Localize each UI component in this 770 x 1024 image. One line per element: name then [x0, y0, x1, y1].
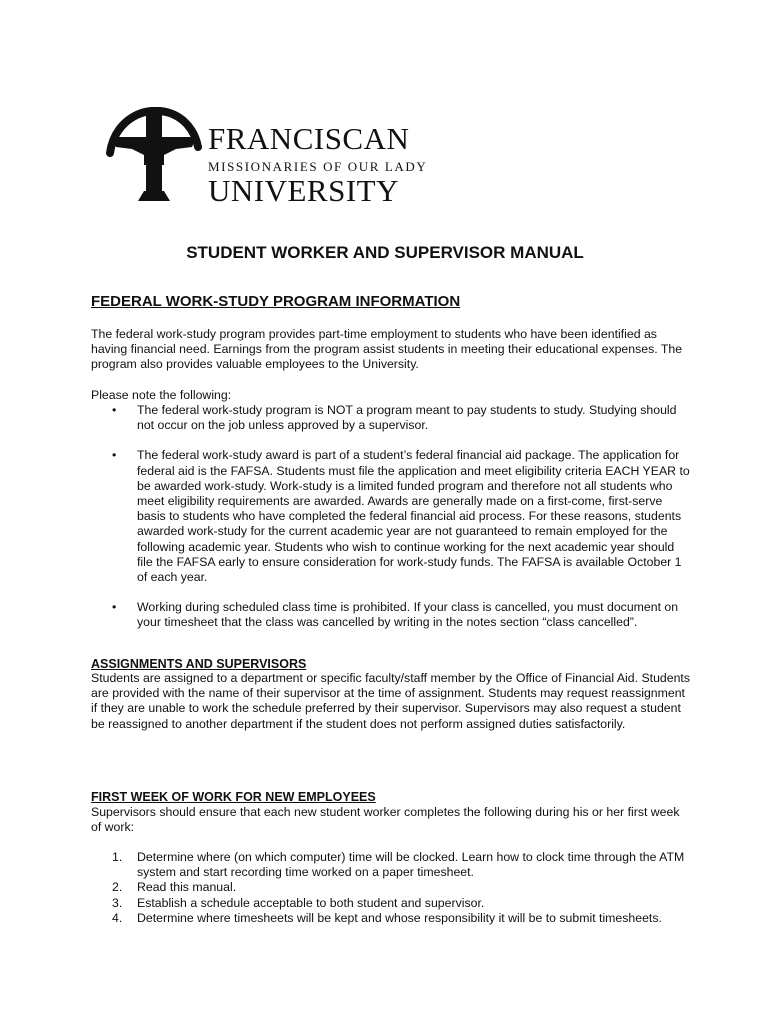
- bullet-icon: •: [112, 448, 117, 463]
- list-number: 1.: [112, 850, 123, 864]
- note-lead: Please note the following:: [91, 388, 232, 402]
- bullet-text: Working during scheduled class time is prohibited. If your class is cancelled, you must document on your timesheet that the class was cancelled by writing in the notes section “class cancelled”.: [137, 600, 679, 630]
- assignments-body: Students are assigned to a department or specific faculty/staff member by the Office of Financial Aid. Students are provided with the name of their supervisor at the time of assignment. Students may request reassignment if they are unable to work the schedule preferred by their supervisor. Supervisors may also request a student be reassigned to another department if the student does not perform assigned duties satisfactorily.: [91, 671, 690, 731]
- bullet-item: [91, 448, 691, 585]
- list-text: Establish a schedule acceptable to both student and supervisor.: [137, 895, 485, 910]
- university-logo: [106, 107, 428, 208]
- bullet-text: The federal work-study program is NOT a program meant to pay students to study. Studying should not occur on the job unless approved by a supervisor.: [137, 403, 677, 433]
- logo-name-line3: UNIVERSITY: [208, 173, 399, 208]
- first-week-numbered-list: [91, 850, 691, 926]
- list-number: 4.: [112, 910, 123, 925]
- first-week-body: Supervisors should ensure that each new student worker completes the following during his or her first week of work:: [91, 805, 680, 835]
- list-number: 2.: [112, 880, 123, 895]
- document-title: STUDENT WORKER AND SUPERVISOR MANUAL: [186, 243, 584, 262]
- list-item: [91, 850, 691, 880]
- list-number: 3.: [112, 895, 123, 910]
- tau-cross-logo-icon: [106, 107, 202, 203]
- bullet-item: [91, 600, 691, 630]
- list-text: Determine where timesheets will be kept and whose responsibility it will be to submit timesheets.: [137, 910, 662, 925]
- bullet-icon: •: [112, 403, 117, 417]
- list-item: [91, 880, 691, 895]
- list-item: [91, 911, 691, 926]
- section-heading-work-study: FEDERAL WORK-STUDY PROGRAM INFORMATION: [91, 293, 461, 310]
- work-study-bullet-list: [91, 403, 691, 646]
- logo-name-line1: FRANCISCAN: [208, 121, 410, 156]
- list-item: [91, 896, 691, 911]
- bullet-item: [91, 403, 691, 433]
- logo-name-line2: MISSIONARIES OF OUR LADY: [208, 159, 428, 174]
- bullet-icon: •: [112, 600, 117, 615]
- section-heading-assignments: ASSIGNMENTS AND SUPERVISORS: [91, 657, 307, 671]
- section-heading-first-week: FIRST WEEK OF WORK FOR NEW EMPLOYEES: [91, 790, 376, 804]
- bullet-text: The federal work-study award is part of a student’s federal financial aid package. The application for federal aid is the FAFSA. Students must file the application and meet eligibility criteria EACH YEAR to be awarded work-study. Work-study is a limited funded program and therefore not all students who meet eligibility requirements are awarded. Awards are generally made on a first-come, first-serve basis to students who have completed the federal financial aid process. For these reasons, students awarded work-study for the current academic year are not guaranteed to remain employed for the following academic year. Students who wish to continue working for the next academic year should file the FAFSA early to ensure consideration for work-study funds. The FAFSA is available October 1 of each year.: [137, 448, 690, 585]
- work-study-intro: The federal work-study program provides part-time employment to students who have been identified as having financial need. Earnings from the program assist students in meeting their educational expenses. The program also provides valuable employees to the University.: [91, 327, 683, 372]
- list-text: Determine where (on which computer) time will be clocked. Learn how to clock time through the ATM system and start recording time worked on a paper timesheet.: [137, 850, 685, 880]
- list-text: Read this manual.: [137, 880, 237, 895]
